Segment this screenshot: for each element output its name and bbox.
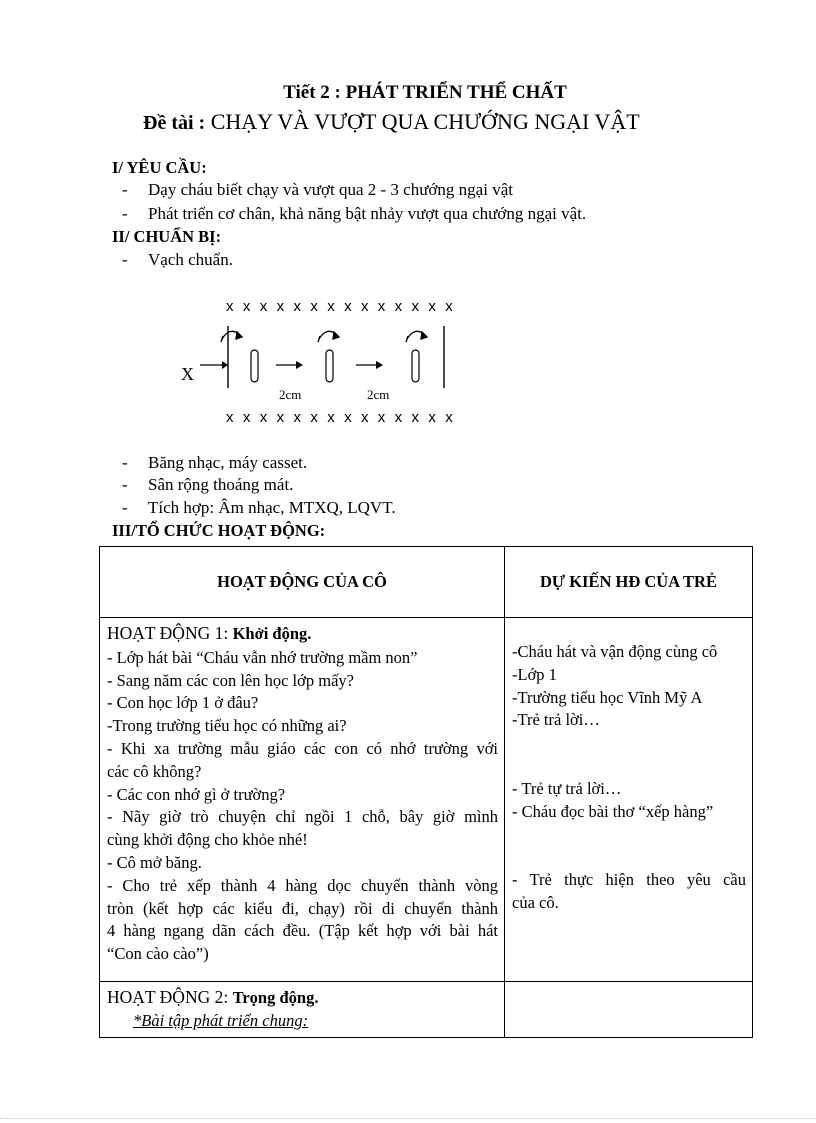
list-item: - Sang năm các con lên học lớp mấy? xyxy=(107,670,354,690)
obstacle-1 xyxy=(251,350,258,382)
column-header-teacher: HOẠT ĐỘNG CỦA CÔ xyxy=(100,547,505,618)
run-arrow-1-head xyxy=(296,361,303,369)
obstacle-2 xyxy=(326,350,333,382)
jump-arc-icons xyxy=(221,331,427,342)
list-item: - Trẻ thực hiện theo yêu cầu xyxy=(512,869,746,889)
list-item: -Cháu hát và vận động cùng cô xyxy=(512,642,718,661)
topic-label: Đề tài : xyxy=(143,112,206,134)
list-item: - Các con nhớ gì ở trường? xyxy=(107,784,286,804)
page-footer-divider xyxy=(0,1118,816,1119)
list-item: -Trong trường tiểu học có những ai? xyxy=(107,716,347,736)
list-item: - Cháu đọc bài thơ “xếp hàng” xyxy=(512,801,714,821)
diagram-start-label: X xyxy=(181,364,194,384)
column-header-children: DỰ KIẾN HĐ CỦA TRẺ xyxy=(505,547,753,618)
list-item: - Nãy giờ trò chuyện chỉ ngồi 1 chỗ, bây giờ mình xyxy=(107,807,498,827)
list-item xyxy=(512,846,746,869)
activity-2-subheading: *Bài tập phát triển chung: xyxy=(133,1010,309,1030)
run-arrow-2-head xyxy=(376,361,383,369)
list-item: - Trẻ tự trả lời… xyxy=(512,778,622,798)
list-item: - Băng nhạc, máy casset. xyxy=(122,453,308,472)
topic-text: CHẠY VÀ VƯỢT QUA CHƯỚNG NGẠI VẬT xyxy=(210,109,640,134)
list-item: -Trẻ trả lời… xyxy=(512,710,600,730)
lesson-title: Tiết 2 : PHÁT TRIỂN THỂ CHẤT xyxy=(283,82,567,103)
activity-2-children-cell xyxy=(505,982,753,1038)
section-activities-heading: III/TỔ CHỨC HOẠT ĐỘNG: xyxy=(112,521,326,540)
list-item: 4 hàng ngang dãn cách đều. (Tập kết hợp với bài hát xyxy=(107,921,498,941)
obstacle-3 xyxy=(412,350,419,382)
list-item: - Tích hợp: Âm nhạc, MTXQ, LQVT. xyxy=(122,498,396,517)
activity-1-teacher-cell xyxy=(100,618,505,982)
list-item: tròn (kết hợp các kiểu đi, chạy) rồi di chuyển thành xyxy=(107,898,498,918)
list-item: - Cô mở băng. xyxy=(107,852,202,872)
list-item: của cô. xyxy=(512,892,559,912)
list-item: “Con cào cào”) xyxy=(107,944,209,964)
list-item: - Vạch chuẩn. xyxy=(122,250,233,269)
gap-label-2: 2cm xyxy=(367,387,390,402)
obstacle-course-diagram xyxy=(170,290,470,430)
list-item: - Dạy cháu biết chạy và vượt qua 2 - 3 chướng ngại vật xyxy=(122,180,513,199)
list-item: - Phát triển cơ chân, khả năng bật nhảy vượt qua chướng ngại vật. xyxy=(122,204,587,223)
gap-label-1: 2cm xyxy=(279,387,302,402)
list-item: các cô không? xyxy=(107,761,202,781)
list-item xyxy=(512,732,746,755)
list-item: -Trường tiểu học Vĩnh Mỹ A xyxy=(512,687,703,707)
list-item xyxy=(512,823,746,846)
diagram-row-top: x x x x x x x x x x x x x x xyxy=(226,298,456,315)
topic-line xyxy=(143,109,640,135)
list-item xyxy=(512,755,746,778)
section-preparation-heading: II/ CHUẨN BỊ: xyxy=(112,227,222,246)
list-item: - Con học lớp 1 ở đâu? xyxy=(107,693,259,713)
activity-1-children-cell xyxy=(505,618,753,982)
section-requirements-heading: I/ YÊU CẦU: xyxy=(112,158,207,177)
activity-1-title: HOẠT ĐỘNG 1: Khởi động. xyxy=(107,623,312,643)
diagram-row-bottom: x x x x x x x x x x x x x x xyxy=(226,409,456,426)
list-item: - Sân rộng thoáng mát. xyxy=(122,475,294,494)
activity-table xyxy=(99,546,753,1038)
list-item: - Khi xa trường mẫu giáo các con có nhớ trường với xyxy=(107,738,498,758)
list-item: cùng khởi động cho khỏe nhé! xyxy=(107,830,308,850)
activity-2-title: HOẠT ĐỘNG 2: Trọng động. xyxy=(107,987,319,1007)
list-item: -Lớp 1 xyxy=(512,664,557,684)
list-item: - Cho trẻ xếp thành 4 hàng dọc chuyển thành vòng xyxy=(107,875,498,895)
activity-2-teacher-cell xyxy=(100,982,505,1038)
start-arrow-head xyxy=(222,361,228,369)
list-item: - Lớp hát bài “Cháu vẫn nhớ trường mầm non” xyxy=(107,647,418,667)
